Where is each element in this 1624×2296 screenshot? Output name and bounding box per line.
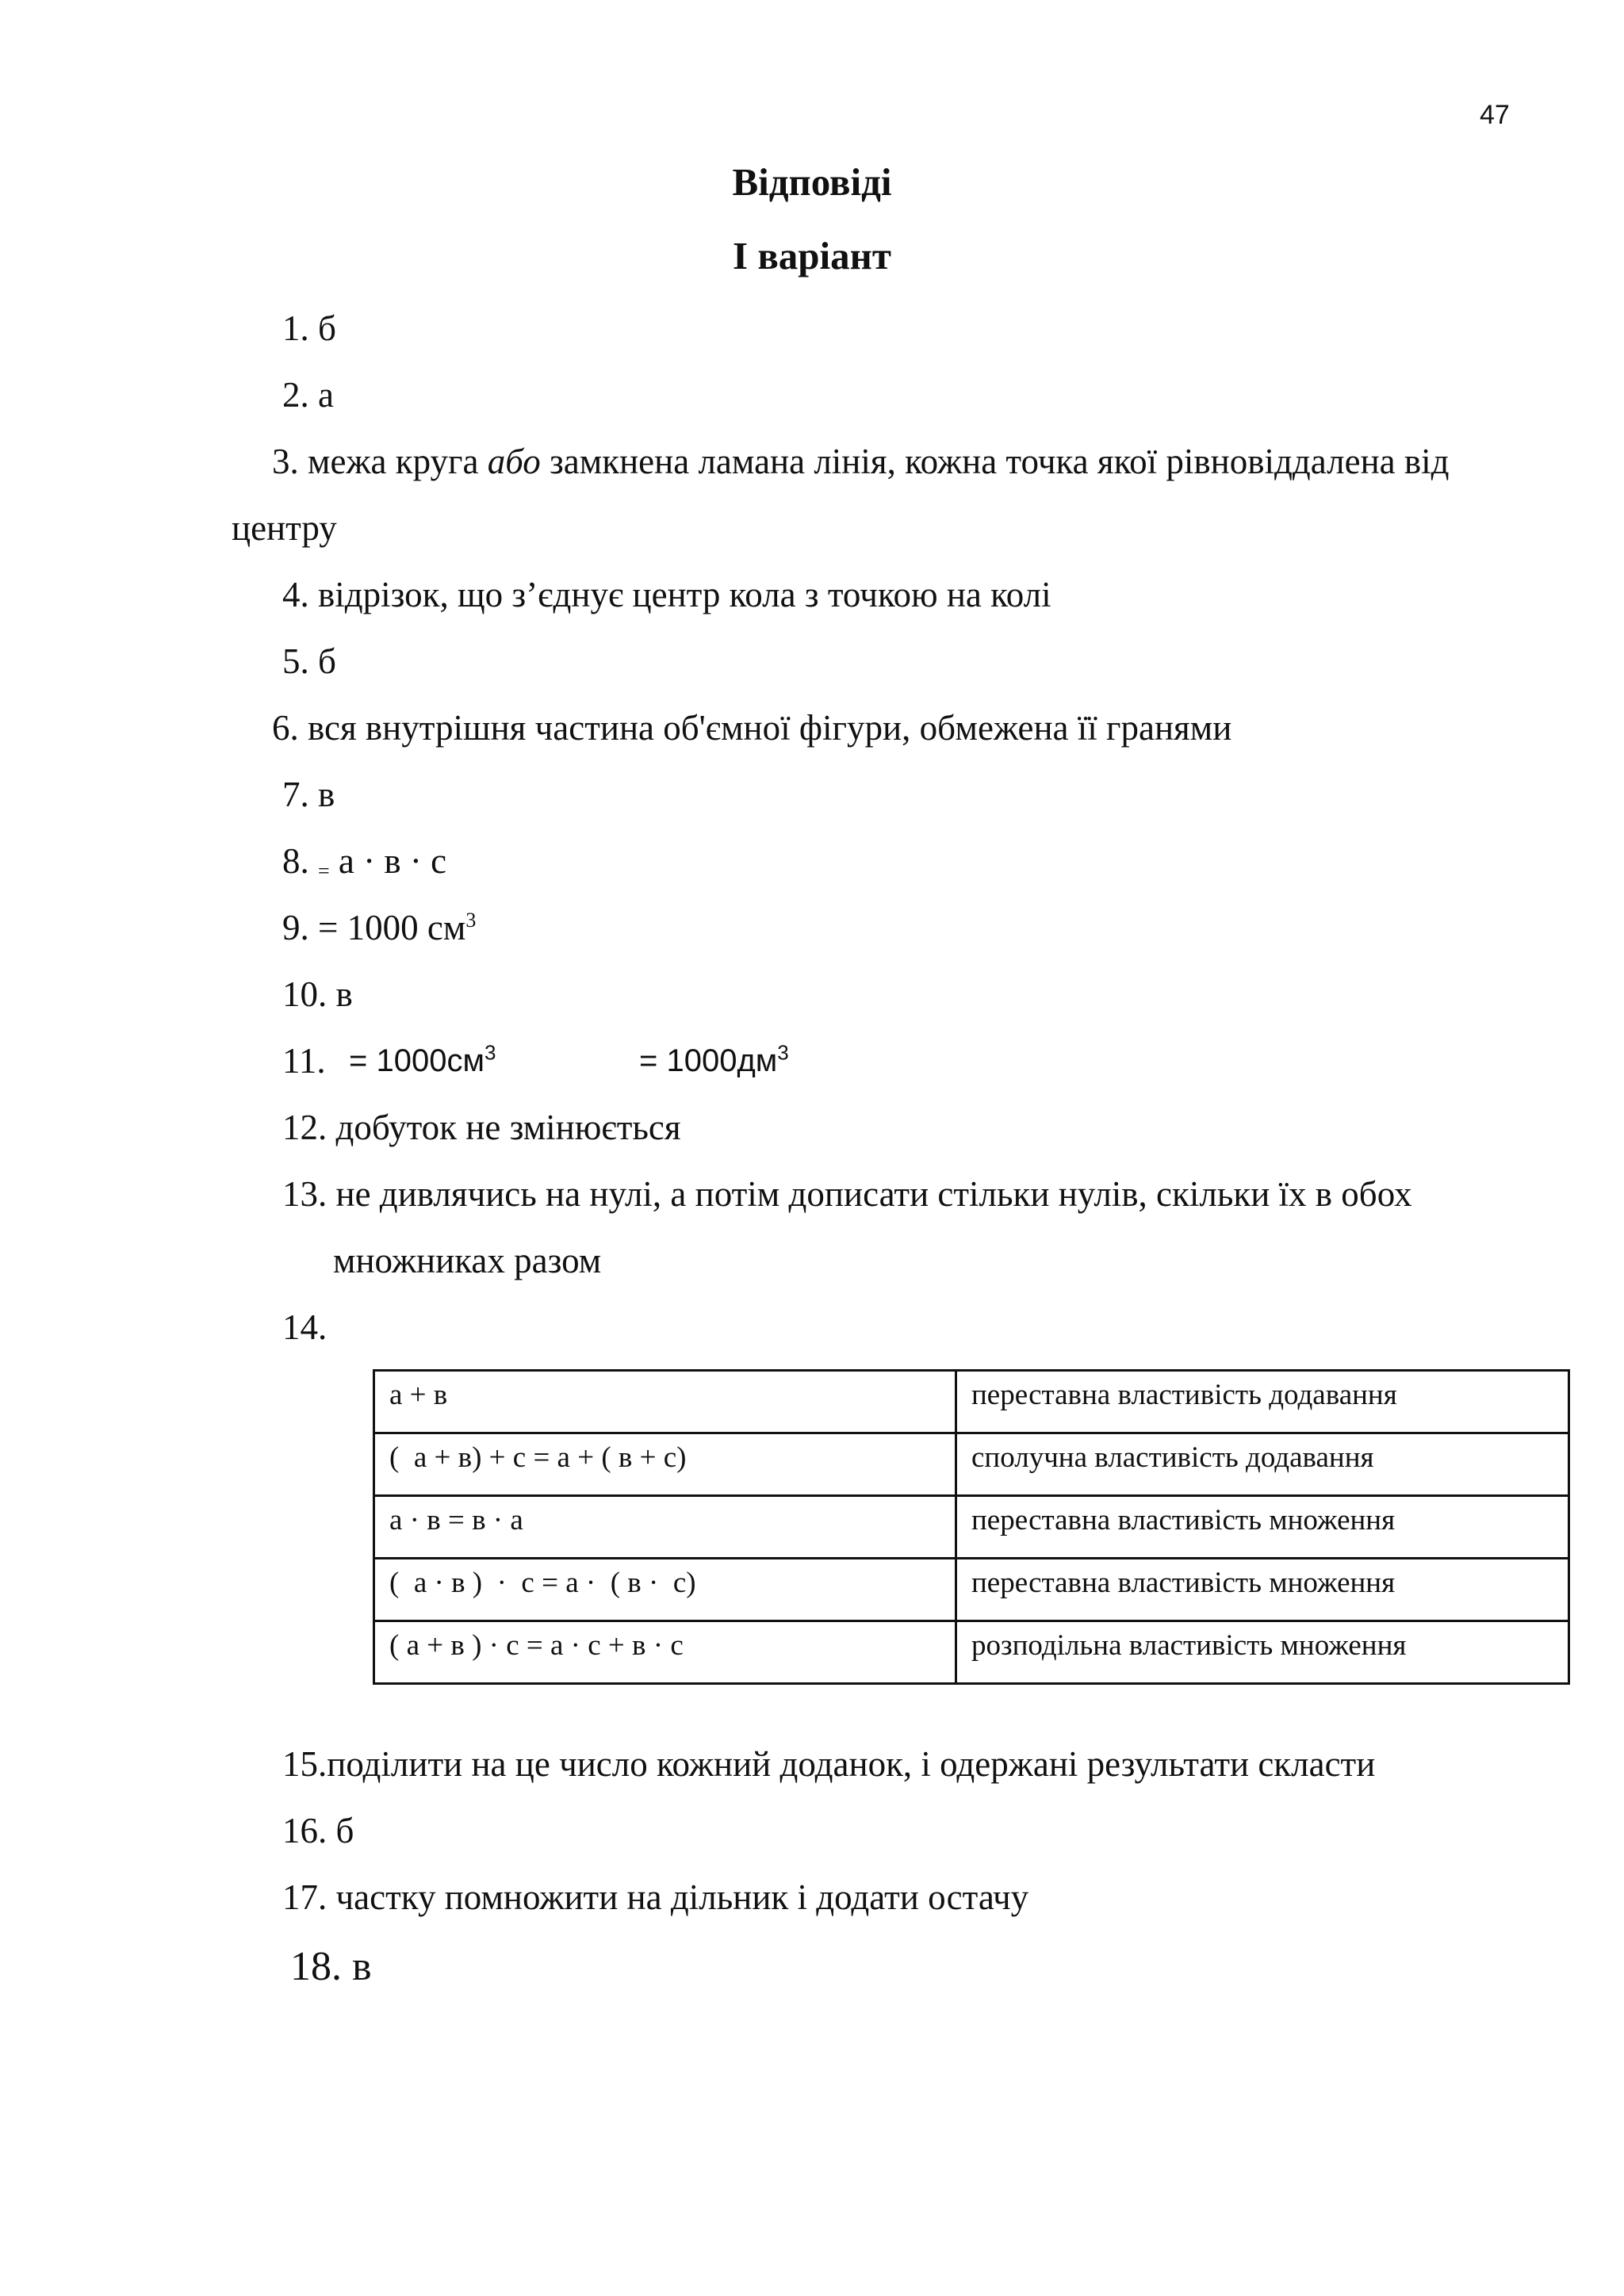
formula-cell: ( а · в ) · с = а · ( в · с) [374,1559,956,1621]
answer-16: 16. б [282,1811,354,1850]
answer-8-equals: = [318,859,330,882]
answer-8-expression: а · в · с [329,841,447,881]
property-cell: переставна властивість множення [956,1559,1569,1621]
answer-5: 5. б [282,641,336,681]
answer-11-value-2-exponent: 3 [777,1040,789,1065]
answer-11-value-2 [639,1040,789,1078]
answer-11-number: 11. [282,1041,326,1081]
answer-18: 18. в [290,1944,372,1989]
answer-9-text: 9. = 1000 см [282,908,466,947]
answer-9 [282,910,476,946]
answer-14: 14. [282,1307,327,1347]
page-title: Відповіді [732,160,892,204]
answer-3 [272,444,1450,480]
property-cell: переставна властивість додавання [956,1371,1569,1433]
answer-13-continuation: множниках разом [333,1241,602,1280]
answer-17: 17. частку помножити на дільник і додати остачу [282,1877,1029,1917]
page-number: 47 [1480,100,1510,130]
answer-11-value-1 [349,1040,496,1078]
variant-title: І варіант [733,234,891,277]
answer-8-number: 8. [282,841,318,881]
answer-3-italic: або [487,442,541,481]
table-row [374,1371,1569,1433]
answer-9-exponent: 3 [465,909,477,932]
table-row [374,1559,1569,1621]
table-row [374,1433,1569,1496]
answer-3-text-end: замкнена ламана лінія, кожна точка якої рівновіддалена від [540,442,1450,481]
property-cell: розподільна властивість множення [956,1621,1569,1684]
answer-11-value-1-exponent: 3 [484,1040,496,1065]
formula-cell: а · в = в · а [374,1496,956,1559]
answer-12: 12. добуток не змінюється [282,1108,681,1147]
answer-11-value-2-text: = 1000дм [639,1043,778,1078]
properties-table [373,1369,1570,1685]
answer-2: 2. а [282,375,334,415]
property-cell: сполучна властивість додавання [956,1433,1569,1496]
table-row [374,1621,1569,1684]
answer-4: 4. відрізок, що з’єднує центр кола з точкою на колі [282,575,1051,614]
answer-10: 10. в [282,974,353,1014]
table-row [374,1496,1569,1559]
answer-8 [282,841,447,882]
answer-3-text-start: 3. межа круга [272,442,488,481]
formula-cell: ( а + в ) · с = а · с + в · с [374,1621,956,1684]
formula-cell: ( а + в) + с = а + ( в + с) [374,1433,956,1496]
formula-cell: а + в [374,1371,956,1433]
answer-15: 15.поділити на це число кожний доданок, і одержані результати скласти [282,1744,1376,1784]
answer-7: 7. в [282,775,335,814]
answer-6: 6. вся внутрішня частина об'ємної фігури, обмежена її гранями [272,708,1232,748]
answer-3-continuation: центру [232,508,337,548]
property-cell: переставна властивість множення [956,1496,1569,1559]
answer-1: 1. б [282,308,336,348]
answer-13: 13. не дивлячись на нулі, а потім дописати стільки нулів, скільки їх в обох [282,1174,1412,1214]
answer-11-value-1-text: = 1000см [349,1043,485,1078]
answer-11 [282,1043,326,1079]
